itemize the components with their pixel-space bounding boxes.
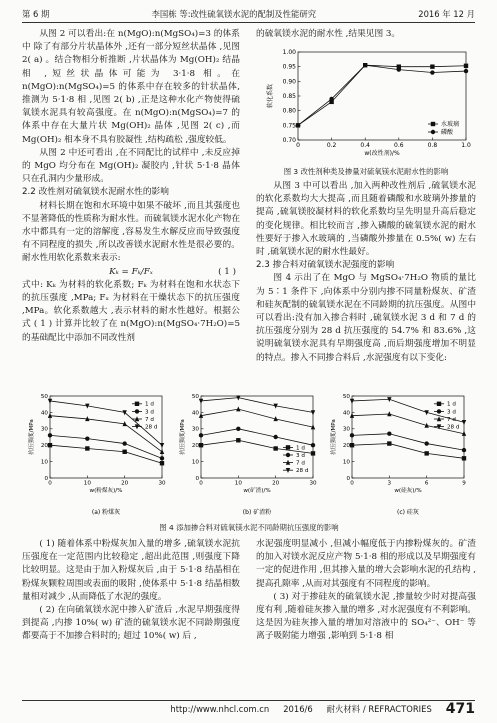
data-point (85, 446, 89, 450)
data-point (199, 433, 203, 437)
y-axis-label: 抗压强度/MPa (180, 419, 186, 455)
legend-label: 7 d (296, 460, 305, 467)
x-axis-label: w(硅灰)/% (394, 488, 422, 495)
y-tick-label: 10 (40, 459, 48, 466)
data-point (350, 443, 354, 447)
data-point (160, 449, 164, 454)
data-point (350, 433, 354, 437)
data-point (464, 64, 468, 68)
x-tick-label: 6 (424, 480, 429, 487)
running-header (22, 8, 475, 22)
data-point (199, 443, 203, 447)
y-tick-label: 0.85 (282, 93, 296, 100)
x-tick-label: 30 (158, 480, 166, 487)
panel-sub-caption: (b) 矿渣粉 (242, 509, 272, 516)
data-point (311, 443, 315, 447)
y-tick-label: 20 (342, 443, 350, 450)
footer-issue: 2016/6 (283, 704, 313, 714)
header-title: 李国栋 等:改性硫氧镁水泥的配制及性能研究 (151, 9, 317, 19)
legend-marker (135, 409, 139, 413)
y-tick-label: 30 (191, 426, 199, 433)
legend-label: 3 d (296, 452, 305, 459)
paragraph: 水泥强度明显减小 ,但减小幅度低于内掺粉煤灰的。矿渣的加入对镁水泥反应产物 5·1·8 相的形成以及早期强度有一定的促进作用 ,但其掺入量的增大会影响水泥的孔结构 ,提高孔隙率 ,从而对其强度有不同程度的影响。 (256, 539, 476, 589)
x-tick-label: 20 (272, 480, 280, 487)
data-point (48, 413, 52, 418)
legend-label: 磷酸 (441, 129, 454, 136)
x-tick-label: 0 (48, 480, 52, 487)
figure-3-caption: 图 3 改性剂种类及掺量对硫氧镁水泥耐水性的影响 (283, 167, 449, 176)
y-tick-label: 40 (40, 410, 48, 417)
page-number: 471 (445, 701, 475, 717)
series-line (298, 65, 466, 125)
data-point (236, 427, 240, 431)
section-heading: 2.3 掺合料对硫氧镁水泥强度的影响 (256, 260, 395, 271)
data-point (424, 441, 428, 445)
data-point (464, 69, 468, 73)
paragraph: 从图 2 可以看出:在 n(MgO):n(MgSO₄)=3 的体系中 除了有部分片状晶体外 ,还有一部分短丝状晶体 ,见图 2( a) 。结合物相分析推断 ,片状晶体为 Mg(OH)₂ 结晶相 ,短丝状晶体可能为 3·1·8 相。在 n(MgO):n(MgSO₄)=5 的体系中存在较多的针状晶体,推测为 5·1·8 相 ,见图 2( b) ,正是这种水化产物使得硫氧镁水泥具有较高强度。在 n(MgO):n(MgSO₄)=7 的体系中存在大量片状 Mg(OH)₂ 晶体 ,见图 2( c) ,而 Mg(OH)₂ 相本身不具有胶凝性 ,结构疏松 ,强度较低。 (22, 29, 240, 145)
paragraph: 的硫氧镁水泥的耐水性 ,结果见图 3。 (256, 29, 401, 39)
x-tick-label: 0 (296, 142, 300, 149)
paragraph: 式中: Kₖ 为材料的软化系数; Fₖ 为材料在饱和水状态下的抗压强度 ,MPa; Fₓ 为材料在干燥状态下的抗压强度 ,MPa。软化系数越大 ,表示材料的耐水性越好。根据公式 ( 1 ) 计算并比较了在 n(MgO):n(MgSO₄·7H₂O)=5 的基础配比中添加不同改性剂 (22, 279, 240, 343)
bottom-left-column (22, 538, 240, 694)
y-tick-label: 1.00 (282, 49, 296, 56)
x-axis-label: w(粉煤灰)/% (89, 488, 123, 495)
x-tick-label: 1.0 (461, 142, 471, 149)
data-point (387, 432, 391, 436)
y-axis-label: 抗压强度/MPa (29, 419, 35, 455)
legend-marker (431, 122, 435, 126)
y-tick-label: 0.75 (282, 122, 296, 130)
legend-label: 3 d (447, 409, 456, 416)
legend-marker (437, 402, 441, 406)
header-issue: 第 6 期 (22, 9, 50, 19)
figure-3-chart (256, 46, 476, 166)
data-point (236, 406, 240, 411)
series-line (201, 398, 313, 413)
data-point (85, 436, 89, 440)
legend-marker (431, 130, 435, 134)
data-point (397, 67, 401, 71)
header-date: 2016 年 12 月 (418, 9, 475, 19)
y-tick-label: 20 (40, 443, 48, 450)
x-tick-label: 0 (350, 480, 354, 487)
data-point (122, 450, 126, 454)
x-tick-label: 0 (199, 480, 203, 487)
data-point (311, 451, 315, 455)
y-tick-label: 10 (342, 459, 350, 466)
data-point (48, 433, 52, 437)
legend-marker (286, 453, 290, 457)
x-tick-label: 0.4 (360, 142, 370, 149)
x-tick-label: 10 (83, 480, 91, 487)
data-point (273, 446, 277, 450)
right-column-body (256, 180, 476, 390)
x-tick-label: 9 (462, 480, 466, 487)
footer-url[interactable]: http://www.nhcl.com.cn (170, 704, 270, 714)
x-tick-label: 30 (309, 480, 317, 487)
data-point (48, 443, 52, 447)
data-point (387, 441, 391, 445)
y-tick-label: 50 (191, 393, 199, 400)
x-tick-label: 10 (234, 480, 242, 487)
data-point (273, 435, 277, 439)
y-tick-label: 50 (40, 393, 48, 400)
y-tick-label: 0 (44, 475, 48, 482)
y-tick-label: 30 (40, 426, 48, 433)
x-axis-label: w(矿渣)/% (243, 488, 271, 495)
series-line (352, 444, 464, 459)
legend-marker (286, 445, 290, 449)
legend-label: 1 d (296, 445, 305, 452)
y-tick-label: 40 (342, 410, 350, 417)
legend-label: 28 d (447, 424, 460, 431)
legend-marker (437, 409, 441, 413)
left-column (22, 28, 240, 388)
legend-label: 28 d (145, 424, 158, 431)
x-tick-label: 3 (387, 480, 392, 487)
data-point (199, 399, 203, 404)
y-tick-label: 0.95 (282, 63, 296, 71)
data-point (430, 64, 434, 68)
footer-journal: 耐火材料 / REFRACTORIES (326, 704, 432, 714)
legend-label: 28 d (296, 468, 309, 475)
paragraph: ( 3) 对于掺硅灰的硫氧镁水泥 ,掺量较少时对提高强度有利 ,随着硅灰掺入量的增多 ,对水泥强度有不利影响。这是因为硅灰掺入量的增加对溶液中的 SO₄²⁻、OH⁻ 等离子吸附能力增强 ,影响到 5·1·8 相 (256, 591, 476, 642)
data-point (311, 410, 315, 415)
paragraph: 材料长期在饱和水环境中如果不破坏 ,而且其强度也不显著降低的性质称为耐水性。而硫氧镁水泥水化产物在水中都具有一定的溶解度 ,容易发生水解反应而导致强度有不同程度的损失 ,所以改善镁水泥耐水性是很必要的。耐水性用软化系数来表示: (22, 200, 240, 264)
bottom-right-column (256, 538, 476, 694)
paragraph: 图 4 示出了在 MgO 与 MgSO₄·7H₂O 物质的量比为 5∶1 条件下 ,向体系中分别内掺不同量粉煤灰、矿渣和硅灰配制的硫氧镁水泥在不同龄期的抗压强度。从图中可以看出:没有加入掺合料时 ,硫氧镁水泥 3 d 和 7 d 的抗压强度分别为 28 d 抗压强度的 54.7% 和 83.6% ,这说明硫氧镁水泥具有早期强度高 ,而后期强度增加不明显的特点。掺入不同掺合料后 ,水泥强度有以下变化: (256, 273, 476, 363)
data-point (462, 448, 466, 452)
equation-text: Kₖ = Fₖ/Fₓ (109, 266, 153, 277)
data-point (122, 410, 126, 415)
legend-label: 水玻璃 (441, 121, 460, 128)
x-tick-label: 0.8 (427, 142, 438, 149)
data-point (160, 443, 164, 448)
figure-4-charts (22, 392, 476, 520)
y-tick-label: 40 (191, 410, 199, 417)
panel-sub-caption: (c) 硅灰 (397, 509, 419, 516)
data-point (462, 456, 466, 460)
y-tick-label: 50 (342, 393, 350, 400)
figure-4-caption: 图 4 添加掺合料对硫氧镁水泥不同龄期抗压强度的影响 (159, 523, 339, 532)
data-point (329, 97, 333, 101)
header-rule (22, 22, 475, 23)
equation-number: ( 1 ) (218, 266, 236, 277)
data-point (160, 461, 164, 465)
legend-label: 7 d (145, 416, 154, 423)
paragraph: ( 2) 在向硫氧镁水泥中掺入矿渣后 ,水泥早期强度得到提高 ,内掺 10%( w) 矿渣的硫氧镁水泥不同龄期强度都要高于不加掺合料时的; 超过 10%( w) 后 , (22, 605, 240, 642)
x-tick-label: 0.2 (326, 142, 337, 149)
paragraph: ( 1) 随着体系中粉煤灰加入量的增多 ,硫氧镁水泥抗压强度在一定范围内比较稳定 ,超出此范围 ,则强度下降比较明显。这是由于加入粉煤灰后 ,由于 5·1·8 结晶相在粉煤灰颗粒周围或表面的吸附 ,使体系中 5·1·8 结晶相数量相对减少 ,从而降低了水泥的强度。 (22, 539, 240, 602)
data-point (424, 451, 428, 455)
series-line (50, 445, 162, 463)
data-point (160, 456, 164, 460)
legend-label: 7 d (447, 416, 456, 423)
series-line (298, 65, 466, 125)
legend-marker (135, 402, 139, 406)
series-line (352, 434, 464, 450)
equation-1 (22, 266, 240, 279)
y-tick-label: 0.80 (282, 107, 296, 115)
y-axis-label: 软化系数 (267, 83, 274, 109)
series-line (201, 409, 313, 427)
data-point (236, 438, 240, 442)
x-tick-label: 0.6 (394, 142, 404, 149)
y-axis-label: 抗压强度/MPa (331, 419, 337, 455)
right-column-top (256, 28, 476, 41)
paragraph: 从图 2 中还可看出 ,在不同配比的试样中 ,未反应掉的 MgO 均分布在 Mg(OH)₂ 凝胶内 ,针状 5·1·8 晶体只在孔洞内少量形成。 (22, 147, 240, 185)
y-tick-label: 30 (342, 426, 350, 433)
data-point (462, 420, 466, 425)
data-point (363, 63, 367, 67)
y-tick-label: 10 (191, 459, 199, 466)
legend-label: 3 d (145, 409, 154, 416)
section-heading: 2.2 改性剂对硫氧镁水泥耐水性的影响 (22, 187, 169, 198)
running-footer (22, 701, 475, 717)
y-tick-label: 0.70 (282, 137, 296, 144)
paragraph: 从图 3 中可以看出 ,加入两种改性剂后 ,硫氧镁水泥的软化系数均大大提高 ,而且随着磷酸和水玻璃外掺量的提高 ,硫氧镁胶凝材料的软化系数均呈先明显升高后稳定的变化规律。相比较而言 ,掺入磷酸的硫氧镁水泥的耐水性要好于掺入水玻璃的 ,当磷酸外掺量在 0.5%( w) 左右时 ,硫氧镁水泥的耐水性最好。 (256, 181, 476, 258)
x-tick-label: 20 (121, 480, 129, 487)
y-tick-label: 20 (191, 443, 199, 450)
x-axis-label: w(改性剂)/% (364, 150, 400, 157)
legend-label: 1 d (145, 401, 154, 408)
panel-sub-caption: (a) 粉煤灰 (91, 509, 121, 516)
y-tick-label: 0 (195, 475, 199, 482)
data-point (296, 123, 300, 127)
data-point (430, 70, 434, 74)
y-tick-label: 0.90 (282, 78, 296, 86)
data-point (122, 441, 126, 445)
y-tick-label: 0 (346, 475, 350, 482)
legend-label: 1 d (447, 401, 456, 408)
